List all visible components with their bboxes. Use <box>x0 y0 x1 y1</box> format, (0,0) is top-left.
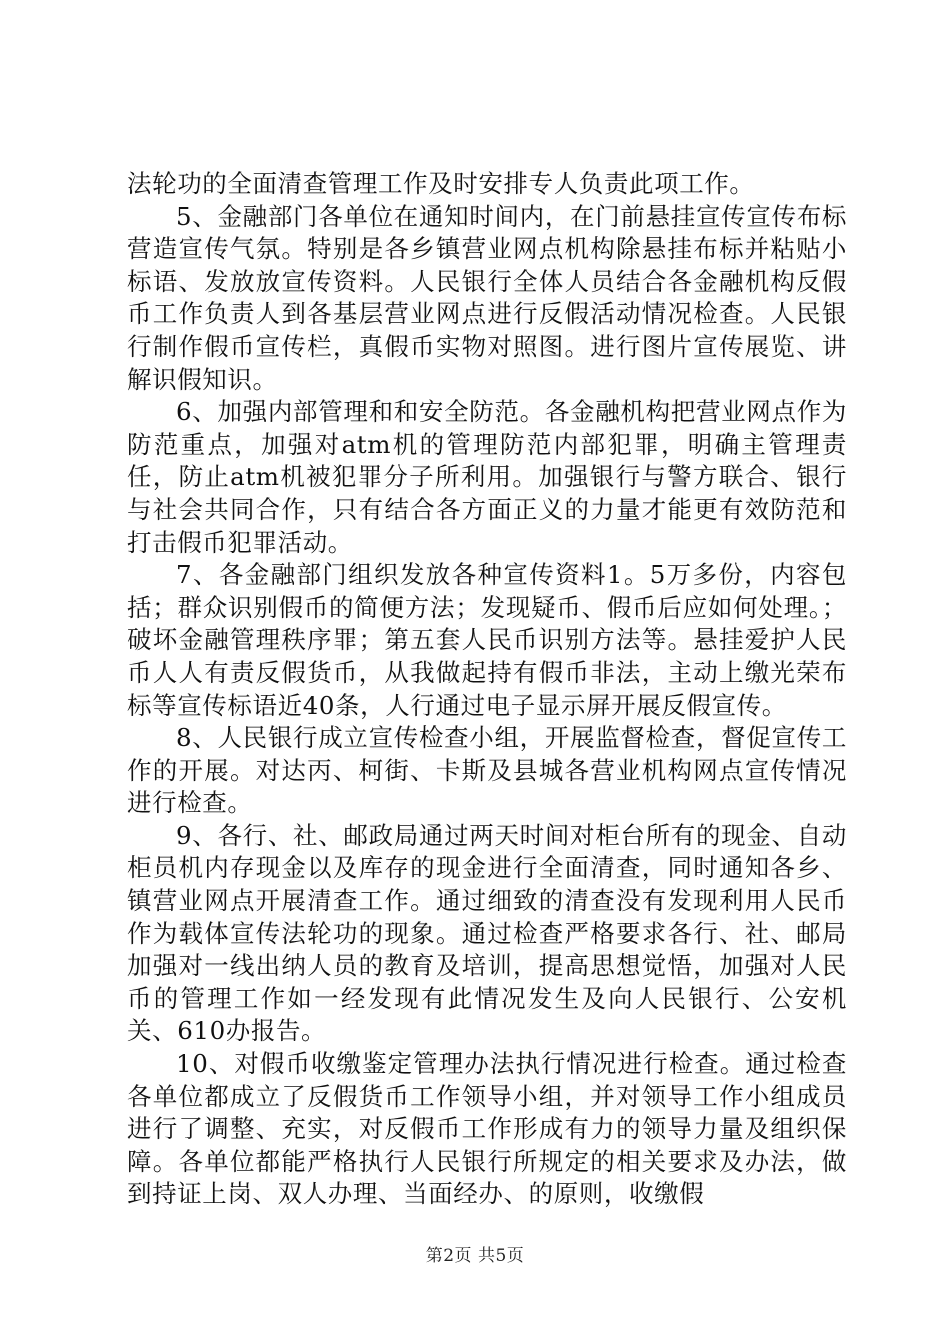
paragraph-continuation: 法轮功的全面清查管理工作及时安排专人负责此项工作。 <box>127 169 755 198</box>
document-body <box>127 168 847 1211</box>
paragraph-item-9: 9、各行、社、邮政局通过两天时间对柜台所有的现金、自动柜员机内存现金以及库存的现金进行全面清查，同时通知各乡、镇营业网点开展清查工作。通过细致的清查没有发现利用人民币作为载体宣传法轮功的现象。通过检查严格要求各行、社、邮局加强对一线出纳人员的教育及培训，提高思想觉悟，加强对人民币的管理工作如一经发现有此情况发生及向人民银行、公安机关、610办报告。 <box>127 820 847 1046</box>
paragraph-item-8: 8、人民银行成立宣传检查小组，开展监督检查，督促宣传工作的开展。对达丙、柯街、卡斯及县城各营业机构网点宣传情况进行检查。 <box>127 723 847 818</box>
paragraph-item-5: 5、金融部门各单位在通知时间内，在门前悬挂宣传宣传布标营造宣传气氛。特别是各乡镇营业网点机构除悬挂布标并粘贴小标语、发放放宣传资料。人民银行全体人员结合各金融机构反假币工作负责人到各基层营业网点进行反假活动情况检查。人民银行制作假币宣传栏，真假币实物对照图。进行图片宣传展览、讲解识假知识。 <box>127 201 847 394</box>
paragraph-item-6: 6、加强内部管理和和安全防范。各金融机构把营业网点作为防范重点，加强对atm机的管理防范内部犯罪，明确主管理责任，防止atm机被犯罪分子所利用。加强银行与警方联合、银行与社会共同合作，只有结合各方面正义的力量才能更有效防范和打击假币犯罪活动。 <box>127 397 847 557</box>
paragraph-item-10: 10、对假币收缴鉴定管理办法执行情况进行检查。通过检查各单位都成立了反假货币工作领导小组，并对领导工作小组成员进行了调整、充实，对反假币工作形成有力的领导力量及组织保障。各单位都能严格执行人民银行所规定的相关要求及办法，做到持证上岗、双人办理、当面经办、的原则，收缴假 <box>127 1049 847 1209</box>
paragraph-item-7: 7、各金融部门组织发放各种宣传资料1。5万多份，内容包括；群众识别假币的简便方法；发现疑币、假币后应如何处理。；破坏金融管理秩序罪；第五套人民币识别方法等。悬挂爱护人民币人人有责反假货币，从我做起持有假币非法，主动上缴光荣布标等宣传标语近40条，人行通过电子显示屏开展反假宣传。 <box>127 560 847 720</box>
page-footer: 第2页 共5页 <box>425 1246 525 1266</box>
